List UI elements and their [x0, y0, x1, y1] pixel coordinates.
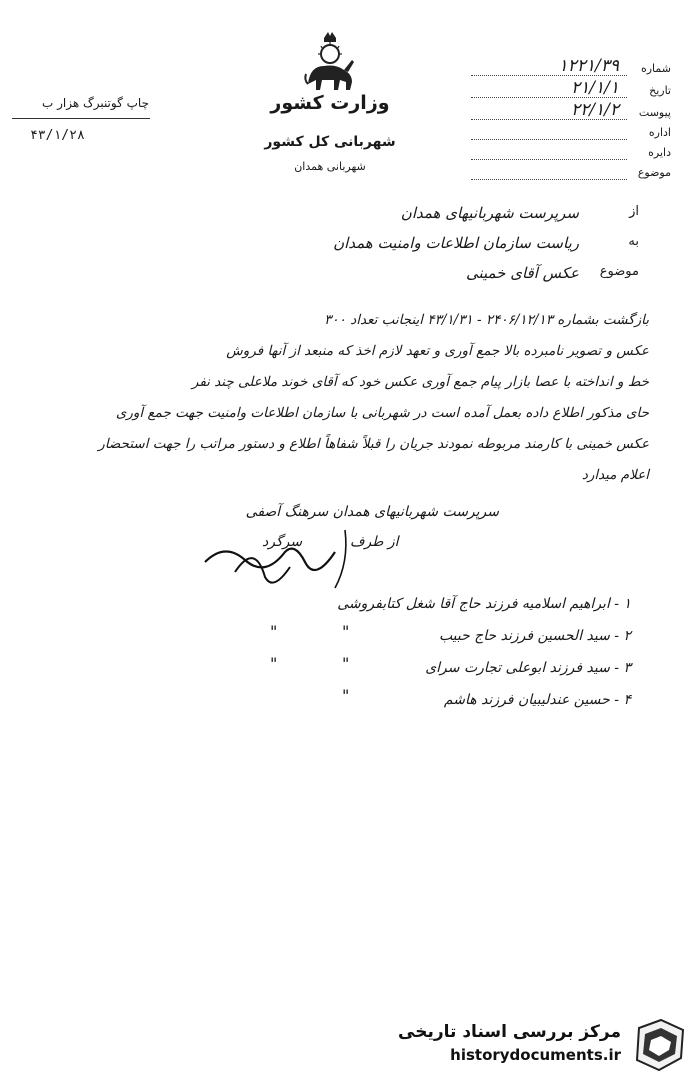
list-item: ۳ - سید فرزند ابوعلی تجارت سرای	[425, 660, 631, 676]
from-key: از	[629, 204, 639, 219]
body-line: بازگشت بشماره ۲۴۰۶/۱۲/۱۳ - ۴۳/۱/۳۱ اینجانب تعداد ۳۰۰	[324, 312, 649, 328]
field-attachment	[471, 100, 671, 124]
list-item: ۴ - حسین عندلیبیان فرزند هاشم	[443, 692, 631, 708]
field-label: تاریخ	[649, 84, 671, 97]
body-line: عکس خمینی با کارمند مربوطه نمودند جریان را قبلاً شفاهاً اطلاع و دستور مراتب را جهت استحضار	[98, 436, 649, 452]
field-value: ۱۲۲۱/۳۹	[558, 56, 619, 76]
field-label: شماره	[640, 62, 671, 75]
top-left-date: ۴۳/۱/۲۸	[30, 128, 85, 143]
ditto-mark: "	[270, 654, 278, 673]
subject-text: عکس آقای خمینی	[465, 264, 579, 282]
archive-logo-icon	[631, 1018, 691, 1072]
field-line	[471, 179, 627, 180]
body-line: اعلام میدارد	[581, 467, 649, 483]
field-subject	[471, 166, 671, 184]
body-line: خط و انداخته با عصا بازار پیام جمع آوری عکس خود که آقای خوند ملاعلی چند نفر	[191, 374, 649, 390]
local-police-title: شهربانی همدان	[294, 160, 366, 173]
to-key: به	[628, 234, 639, 249]
printer-label: چاپ گوتنبرگ هزار ب	[41, 96, 149, 110]
ditto-mark: "	[342, 686, 350, 705]
watermark-title: مرکز بررسی اسناد تاریخی	[398, 1022, 621, 1042]
list-item: ۲ - سید الحسین فرزند حاج حبیب	[438, 628, 631, 644]
ditto-mark: "	[342, 654, 350, 673]
to-text: ریاست سازمان اطلاعات وامنیت همدان	[333, 234, 579, 252]
subject-key: موضوع	[599, 264, 639, 279]
body-line: عکس و تصویر نامبرده بالا جمع آوری و تعهد لازم اخذ که منبعد از آنها فروش	[226, 343, 649, 359]
field-line	[471, 139, 627, 140]
list-item: ۱ - ابراهیم اسلامیه فرزند حاج آقا شغل کتابفروشی	[337, 596, 631, 612]
signature-from: از طرف	[350, 534, 399, 550]
police-title: شهربانی کل کشور	[264, 134, 396, 150]
handwritten-signature-icon	[195, 522, 355, 592]
divider	[12, 118, 150, 119]
from-text: سرپرست شهربانیهای همدان	[400, 204, 579, 222]
field-label: پیوست	[638, 106, 671, 119]
field-department	[471, 126, 671, 144]
ditto-mark: "	[342, 622, 350, 641]
ministry-title: وزارت کشور	[270, 92, 390, 114]
watermark-url: historydocuments.ir	[450, 1046, 621, 1064]
field-value: ۲۱/۱/۱	[571, 78, 619, 98]
lion-and-sun-emblem-icon	[300, 30, 360, 96]
field-label: موضوع	[637, 166, 671, 179]
field-office	[471, 146, 671, 164]
ditto-mark: "	[270, 622, 278, 641]
field-label: اداره	[648, 126, 671, 139]
field-label: دایره	[648, 146, 671, 159]
signature-title: سرپرست شهربانیهای همدان سرهنگ آصفی	[245, 504, 499, 520]
field-value: ۲۲/۱/۲	[571, 100, 619, 120]
body-line: حای مذکور اطلاع داده بعمل آمده است در شهربانی با سازمان اطلاعات وامنیت جهت جمع آوری	[115, 405, 649, 421]
signature-rank: سرگرد	[262, 534, 303, 550]
field-line	[471, 159, 627, 160]
